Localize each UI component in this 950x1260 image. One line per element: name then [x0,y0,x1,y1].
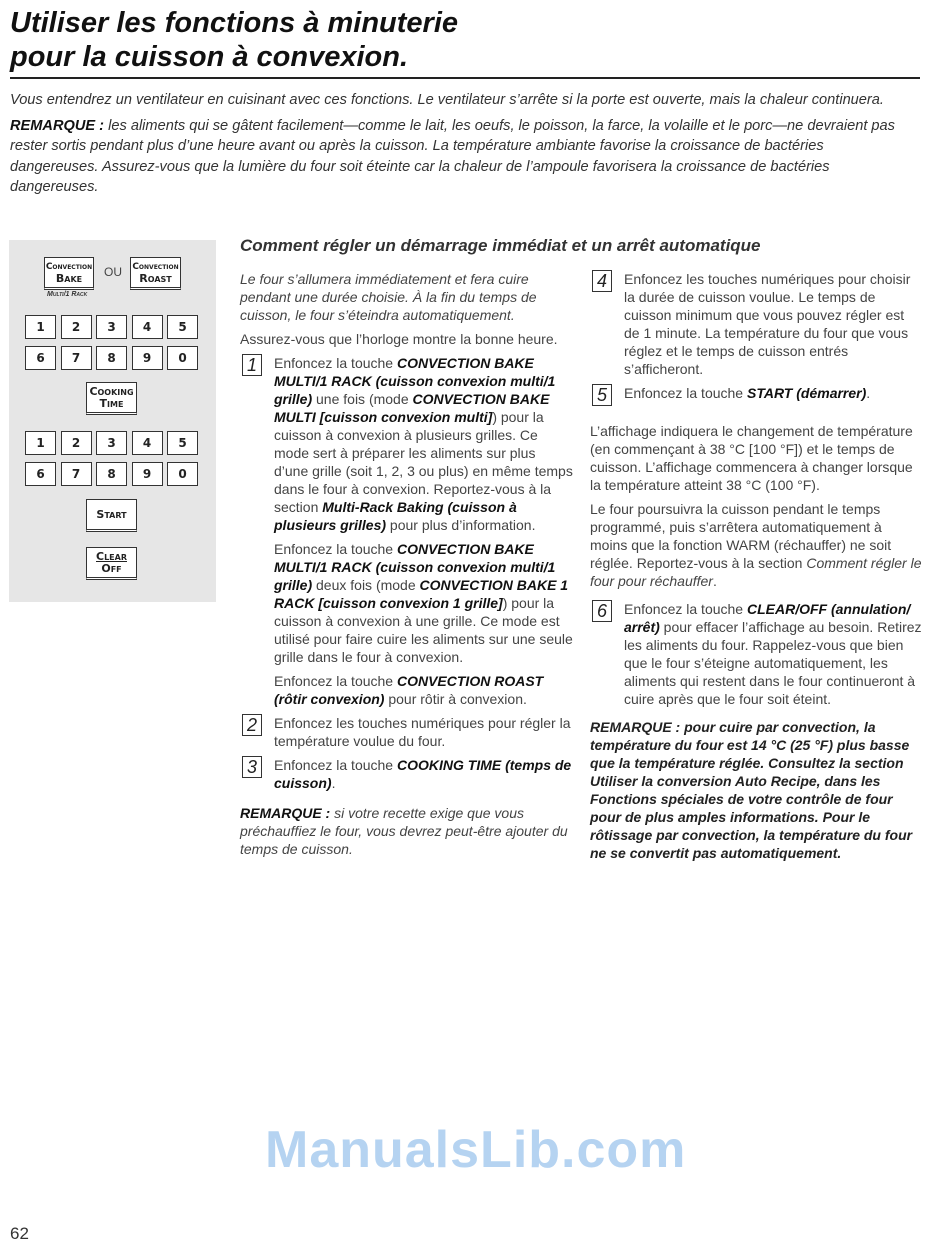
digit-key: 5 [167,315,198,339]
step-4: 4 Enfoncez les touches numériques pour choisir la durée de cuisson voulue. Le temps de cuisson minimum que vous pouvez régler est de 1 minute. La température du four que vous réglez et le temps de cuisson entrés s’afficheront. [590,270,922,378]
start-key: Start [86,499,137,532]
digit-key: 4 [132,431,163,455]
step-1: 1 Enfoncez la touche CONVECTION BAKE MULTI/1 RACK (cuisson convexion multi/1 grille) une fois (mode CONVECTION BAKE MULTI [cuisson convexion multi]) pour la cuisson à convexion à plusieurs grilles. Ce mode sert à préparer les aliments sur plus d’une grille (soit 1, 2, 3 ou plus) en même temps dans le four à convexion. Reportez-vous à la section Multi-Rack Baking (cuisson à plusieurs grilles) pour plus d’information. [240,354,573,534]
cooking-time-key: Cooking Time [86,382,137,415]
step-1-option-2: Enfoncez la touche CONVECTION BAKE MULTI/1 RACK (cuisson convexion multi/1 grille) deux fois (mode CONVECTION BAKE 1 RACK [cuisson convexion 1 grille]) pour la cuisson à convexion à une grille. Ce mode est utilisé pour faire cuire les aliments sur une seule grille dans le four à convexion. [274,541,573,665]
step-number: 1 [242,354,262,376]
digit-key: 6 [25,346,56,370]
warm-paragraph: Le four poursuivra la cuisson pendant le temps programmé, puis s’arrêtera automatiquement à moins que la fonction WARM (réchauffer) ne soit réglée. Reportez-vous à la section Comment régler le four pour réchauffer. [590,501,922,589]
left-note: REMARQUE : si votre recette exige que vous préchauffiez le four, vous devrez peut-être ajouter du temps de cuisson. [240,805,568,857]
digit-key: 5 [167,431,198,455]
digit-key: 3 [96,431,127,455]
intro [10,90,910,203]
digit-key: 2 [61,431,92,455]
digit-key: 0 [167,346,198,370]
left-column [240,270,573,864]
page-number: 62 [10,1224,29,1243]
right-note: REMARQUE : pour cuire par convection, la température du four est 14 °C (25 °F) plus basse que la température réglée. Consultez la section Utiliser la conversion Auto Recipe, dans les Fonctions spéciales de votre contrôle de four pour de plus amples informations. Pour le rôtissage par convection, la température du four ne se convertit pas automatiquement. [590,719,913,861]
digit-key: 8 [96,462,127,486]
convection-roast-key: Convection Roast [130,257,181,290]
lead-text: Le four s’allumera immédiatement et fera cuire pendant une durée choisie. À la fin du temps de cuisson, le four s’éteindra automatiquement. [240,271,537,323]
digit-key: 8 [96,346,127,370]
step-number: 3 [242,756,262,778]
digit-key: 1 [25,315,56,339]
digit-key: 1 [25,431,56,455]
step-2: 2 Enfoncez les touches numériques pour régler la température voulue du four. [240,714,573,750]
digit-key: 9 [132,346,163,370]
digit-key: 0 [167,462,198,486]
watermark: ManualsLib.com [265,1121,687,1179]
display-paragraph: L’affichage indiquera le changement de température (en commençant à 38 °C [100 °F]) et le temps de cuisson. L’affichage commencera à changer lorsque la température atteint 38 °C (100 °F). [590,423,913,493]
step-number: 6 [592,600,612,622]
digit-key: 3 [96,315,127,339]
section-heading: Comment régler un démarrage immédiat et un arrêt automatique [240,236,761,255]
convection-bake-key: Convection Bake [44,257,94,290]
step-1-option-3: Enfoncez la touche CONVECTION ROAST (rôtir convexion) pour rôtir à convexion. [274,673,544,707]
multi-rack-label: Multi/1 Rack [47,291,88,298]
step-3: 3 Enfoncez la touche COOKING TIME (temps de cuisson). [240,756,573,792]
intro-text: Vous entendrez un ventilateur en cuisinant avec ces fonctions. Le ventilateur s’arrête si la porte est ouverte, mais la chaleur continuera. [10,92,884,108]
or-label: OU [104,265,122,279]
step-number: 2 [242,714,262,736]
clock-text: Assurez-vous que l’horloge montre la bonne heure. [240,331,558,347]
step-number: 5 [592,384,612,406]
digit-key: 2 [61,315,92,339]
step-5: 5 Enfoncez la touche START (démarrer). [590,384,922,402]
step-number: 4 [592,270,612,292]
step-6: 6 Enfoncez la touche CLEAR/OFF (annulation/ arrêt) pour effacer l’affichage au besoin. Retirez les aliments du four. Rappelez-vous que bien que le four s’éteigne automatiquement, les aliments qui restent dans le four continueront à cuire après que le four soit éteint. [590,600,922,708]
right-column [590,270,922,868]
clear-off-key: Clear Off [86,547,137,580]
digit-key: 7 [61,462,92,486]
page-title: Utiliser les fonctions à minuterie pour la cuisson à convexion. [10,6,920,79]
digit-key: 6 [25,462,56,486]
remark: REMARQUE : les aliments qui se gâtent facilement—comme le lait, les oeufs, le poisson, la farce, la volaille et le porc—ne devraient pas rester sortis pendant plus d’une heure avant ou après la cuisson. La température ambiante favorise la croissance de bactéries dangereuses. Assurez-vous que la lumière du four soit éteinte car la chaleur de l’ampoule favorisera la croissance de bactéries dangereuses. [10,117,895,195]
digit-key: 9 [132,462,163,486]
digit-key: 4 [132,315,163,339]
digit-key: 7 [61,346,92,370]
control-panel-illustration [9,240,216,602]
